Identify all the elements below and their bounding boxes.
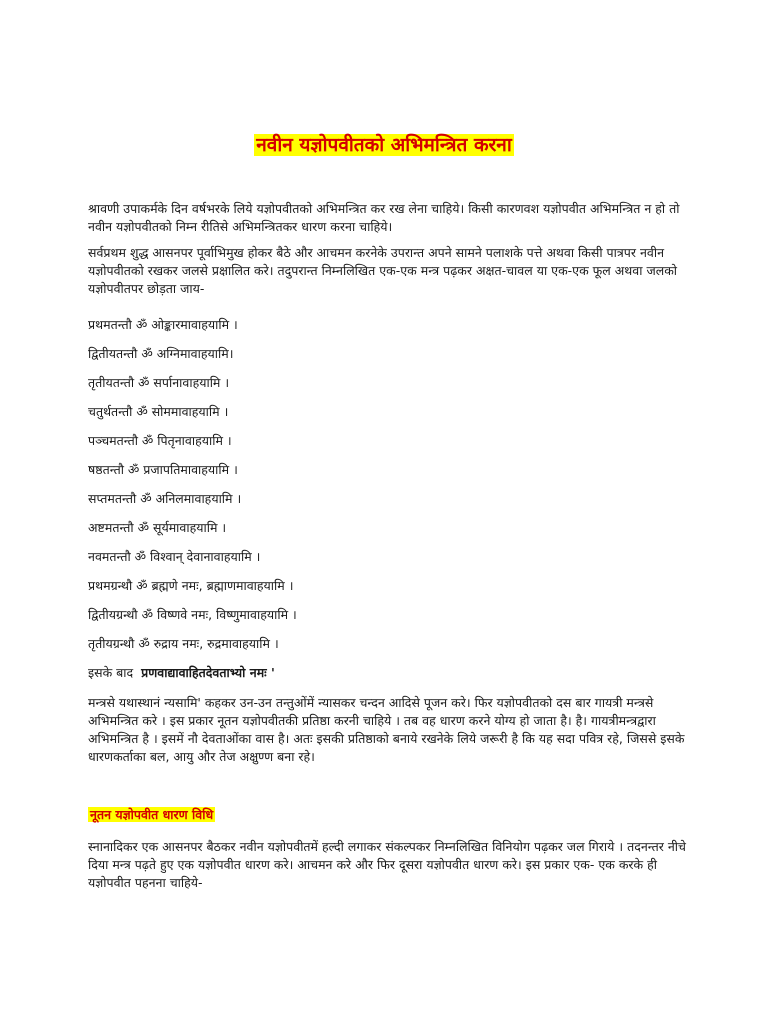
conclusion-paragraph: मन्त्रसे यथास्थानं न्यसामि' कहकर उन-उन तन्तुओंमें न्यासकर चन्दन आदिसे पूजन करे। फिर यज्ञोपवीतको दस बार गायत्री मन्त्रसे अभिमन्त्रित करे । इस प्रकार नूतन यज्ञोपवीतकी प्रतिष्ठा करनी चाहिये । तब वह धारण करने योग्य हो जाता है। है। गायत्रीमन्त्रद्वारा अभिमन्त्रित है । इसमें नौ देवताओंका वास है। अतः इसकी प्रतिष्ठाको बनाये रखनेके लिये जरूरी है कि यह सदा पवित्र रहे, जिससे इसके धारणकर्ताका बल, आयु और तेज अक्षुण्ण बना रहे। — [88, 695, 685, 764]
after-prefix: इसके बाद — [88, 665, 134, 680]
page-title — [0, 132, 768, 158]
mantra-line: द्वितीयतन्तौ ॐ अग्निमावाहयामि। — [88, 346, 234, 361]
section-heading — [88, 806, 215, 824]
section-heading-highlight: नूतन यज्ञोपवीत धारण विधि — [90, 807, 214, 822]
mantra-line: द्वितीयग्रन्थौ ॐ विष्णवे नमः, विष्णुमावाहयामि । — [88, 607, 297, 622]
after-mantra: प्रणवाद्यावाहितदेवताभ्यो नमः ' — [141, 665, 275, 680]
mantra-line: तृतीयतन्तौ ॐ सर्पानावाहयामि । — [88, 375, 230, 390]
mantra-line: नवमतन्तौ ॐ विश्वान् देवानावाहयामि । — [88, 549, 261, 564]
page-title-highlight: नवीन यज्ञोपवीतको अभिमन्त्रित करना — [256, 134, 512, 156]
mantra-line: प्रथमतन्तौ ॐ ओङ्कारमावाहयामि । — [88, 317, 238, 332]
mantra-line: सप्तमतन्तौ ॐ अनिलमावाहयामि । — [88, 491, 242, 506]
mantra-line: प्रथमग्रन्थौ ॐ ब्रह्मणे नमः, ब्रह्माणमावाहयामि । — [88, 578, 294, 593]
mantra-line: षष्ठतन्तौ ॐ प्रजापतिमावाहयामि । — [88, 462, 238, 477]
intro-paragraph: श्रावणी उपाकर्मके दिन वर्षभरके लिये यज्ञोपवीतको अभिमन्त्रित कर रख लेना चाहिये। किसी कारणवश यज्ञोपवीत अभिमन्त्रित न हो तो नवीन यज्ञोपवीतको निम्न रीतिसे अभिमन्त्रितकर धारण करना चाहिये। — [88, 201, 680, 234]
procedure-paragraph: सर्वप्रथम शुद्ध आसनपर पूर्वाभिमुख होकर बैठे और आचमन करनेके उपरान्त अपने सामने पलाशके पत्ते अथवा किसी पात्रपर नवीन यज्ञोपवीतको रखकर जलसे प्रक्षालित करे। तदुपरान्त निम्नलिखित एक-एक मन्त्र पढ़कर अक्षत-चावल या एक-एक फूल अथवा जलको यज्ञोपवीतपर छोड़ता जाय- — [88, 245, 678, 296]
mantra-line: पञ्चमतन्तौ ॐ पितृनावाहयामि । — [88, 433, 232, 448]
mantra-line: चतुर्थतन्तौ ॐ सोममावाहयामि । — [88, 404, 229, 419]
mantra-line: तृतीयग्रन्थौ ॐ रुद्राय नमः, रुद्रमावाहयामि । — [88, 636, 279, 651]
after-mantra-line — [88, 664, 688, 682]
mantra-line: अष्टमतन्तौ ॐ सूर्यमावाहयामि । — [88, 520, 227, 535]
section-paragraph: स्नानादिकर एक आसनपर बैठकर नवीन यज्ञोपवीतमें हल्दी लगाकर संकल्पकर निम्नलिखित विनियोग पढ़कर जल गिराये । तदनन्तर नीचे दिया मन्त्र पढ़ते हुए एक यज्ञोपवीत धारण करे। आचमन करे और फिर दूसरा यज्ञोपवीत धारण करे। इस प्रकार एक- एक करके ही यज्ञोपवीत पहनना चाहिये- — [88, 839, 686, 890]
